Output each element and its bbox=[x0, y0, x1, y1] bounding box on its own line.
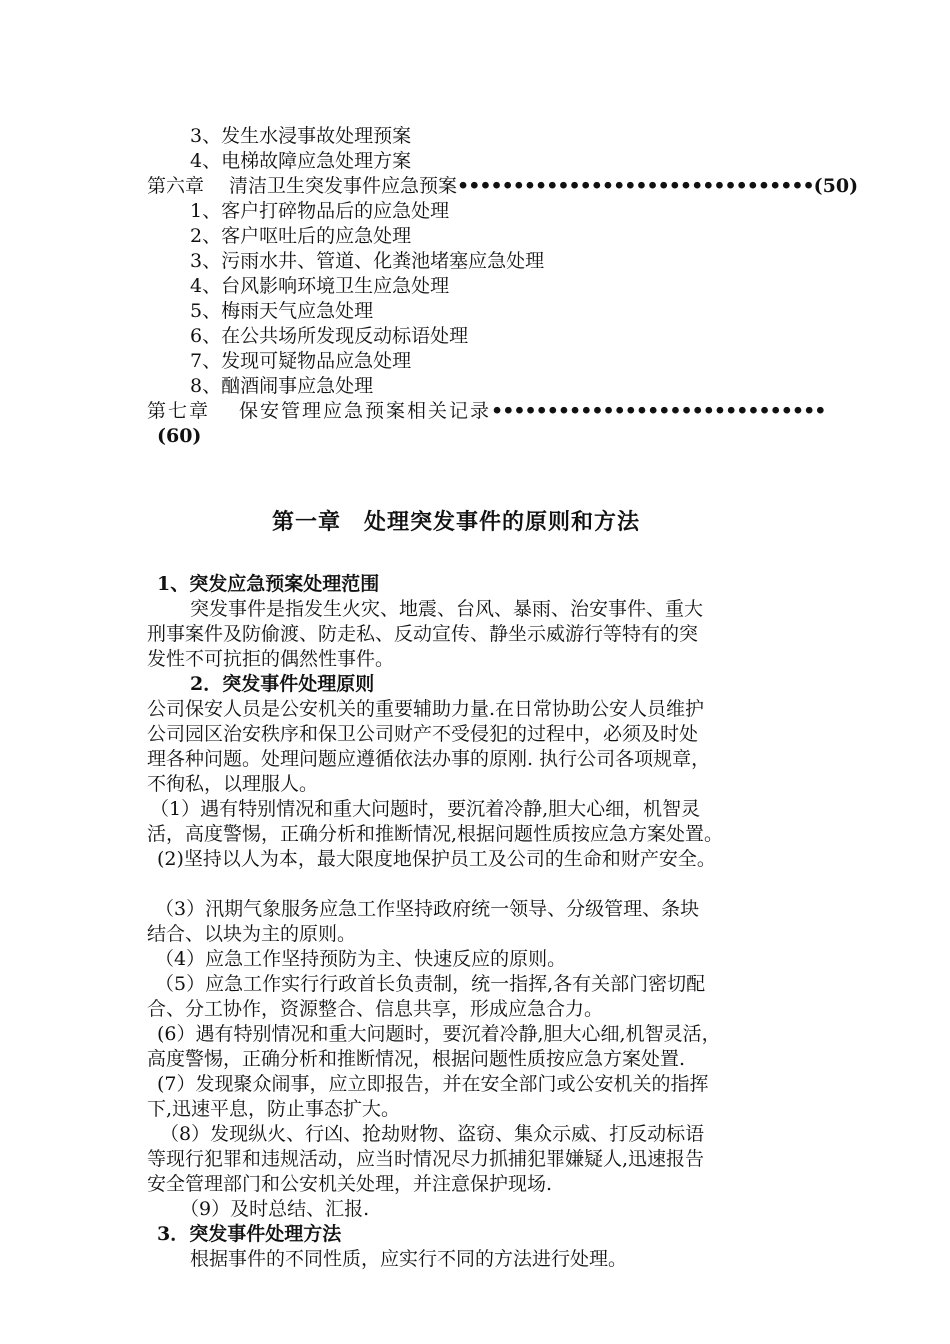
principle-item: 结合、以块为主的原则。 bbox=[147, 923, 357, 945]
chapter-title: 第一章 处理突发事件的原则和方法 bbox=[272, 509, 641, 535]
paragraph-line: 公司园区治安秩序和保卫公司财产不受侵犯的过程中，必须及时处 bbox=[147, 723, 699, 745]
toc-page-number: (60) bbox=[157, 425, 202, 447]
principle-item: （8）发现纵火、行凶、抢劫财物、盗窃、集众示威、打反动标语 bbox=[160, 1123, 705, 1145]
principle-item: 高度警惕，正确分析和推断情况，根据问题性质按应急方案处置. bbox=[147, 1048, 686, 1070]
paragraph-line: 发性不可抗拒的偶然性事件。 bbox=[147, 648, 395, 670]
principle-item: 安全管理部门和公安机关处理，并注意保护现场. bbox=[147, 1173, 553, 1195]
paragraph-line: 根据事件的不同性质，应实行不同的方法进行处理。 bbox=[190, 1248, 628, 1270]
toc-item: 4、台风影响环境卫生应急处理 bbox=[190, 275, 450, 297]
toc-chapter-label: 第七章 保安管理应急预案相关记录 bbox=[147, 400, 492, 422]
toc-chapter-7 bbox=[147, 399, 825, 424]
principle-item: （3）汛期气象服务应急工作坚持政府统一领导、分级管理、条块 bbox=[155, 898, 700, 920]
section-heading: 2．突发事件处理原则 bbox=[190, 673, 375, 695]
section-heading: 3．突发事件处理方法 bbox=[157, 1223, 342, 1245]
principle-item: （4）应急工作坚持预防为主、快速反应的原则。 bbox=[155, 948, 567, 970]
toc-item: 7、发现可疑物品应急处理 bbox=[190, 350, 412, 372]
toc-leader-dots: •••••••••••••••••••••••••••••• bbox=[491, 400, 826, 422]
toc-item: 3、发生水浸事故处理预案 bbox=[190, 125, 412, 147]
toc-item: 5、梅雨天气应急处理 bbox=[190, 300, 374, 322]
principle-item: （9）及时总结、汇报. bbox=[180, 1198, 370, 1220]
toc-item: 4、电梯故障应急处理方案 bbox=[190, 150, 412, 172]
toc-item: 3、污雨水井、管道、化粪池堵塞应急处理 bbox=[190, 250, 545, 272]
principle-item: (7）发现聚众闹事，应立即报告，并在安全部门或公安机关的指挥 bbox=[157, 1073, 709, 1095]
toc-item: 6、在公共场所发现反动标语处理 bbox=[190, 325, 469, 347]
toc-chapter-6 bbox=[147, 174, 858, 199]
principle-item: 活，高度警惕，正确分析和推断情况,根据问题性质按应急方案处置。 bbox=[147, 823, 724, 845]
paragraph-line: 公司保安人员是公安机关的重要辅助力量.在日常协助公安人员维护 bbox=[147, 698, 705, 720]
principle-item: （1）遇有特别情况和重大问题时，要沉着冷静,胆大心细，机智灵 bbox=[150, 798, 701, 820]
paragraph-line: 理各种问题。处理问题应遵循依法办事的原刚. 执行公司各项规章， bbox=[147, 748, 711, 770]
toc-item: 1、客户打碎物品后的应急处理 bbox=[190, 200, 450, 222]
principle-item: 下,迅速平息，防止事态扩大。 bbox=[147, 1098, 401, 1120]
paragraph-line: 不徇私，以理服人。 bbox=[147, 773, 319, 795]
principle-item: (6）遇有特别情况和重大问题时，要沉着冷静,胆大心细,机智灵活， bbox=[157, 1023, 721, 1045]
principle-item: （5）应急工作实行行政首长负责制，统一指挥,各有关部门密切配 bbox=[155, 973, 706, 995]
toc-page-number: (50) bbox=[813, 175, 859, 197]
section-heading: 1、突发应急预案处理范围 bbox=[157, 573, 380, 595]
toc-item: 8、酗酒闹事应急处理 bbox=[190, 375, 374, 397]
toc-item: 2、客户呕吐后的应急处理 bbox=[190, 225, 412, 247]
principle-item: 合、分工协作，资源整合、信息共享，形成应急合力。 bbox=[147, 998, 604, 1020]
principle-item: 等现行犯罪和违规活动，应当时情况尽力抓捕犯罪嫌疑人,迅速报告 bbox=[147, 1148, 705, 1170]
paragraph-line: 刑事案件及防偷渡、防走私、反动宣传、静坐示威游行等特有的突 bbox=[147, 623, 699, 645]
principle-item: (2)坚持以人为本，最大限度地保护员工及公司的生命和财产安全。 bbox=[157, 848, 716, 870]
toc-leader-dots: •••••••••••••••••••••••••••••••• bbox=[457, 175, 814, 197]
toc-chapter-label: 第六章 清洁卫生突发事件应急预案 bbox=[147, 175, 458, 197]
paragraph-line: 突发事件是指发生火灾、地震、台风、暴雨、治安事件、重大 bbox=[190, 598, 704, 620]
